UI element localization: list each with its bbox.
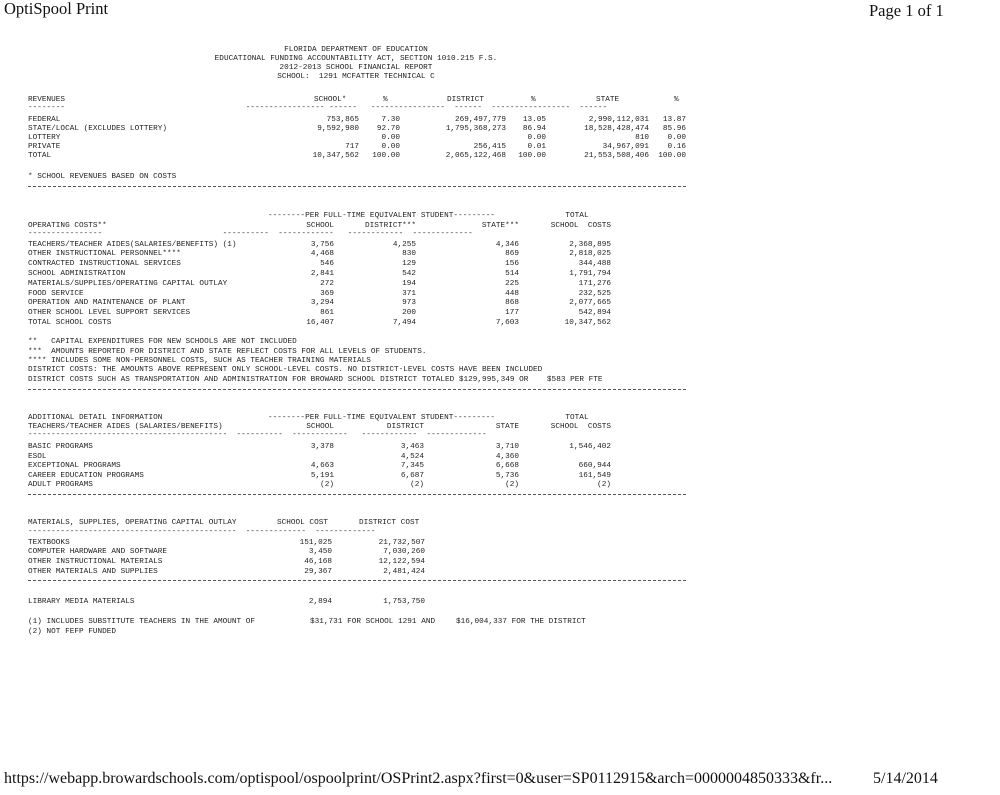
opcost-row-school: 861 — [320, 309, 334, 317]
print-date: 5/14/2014 — [873, 770, 938, 787]
opcost-note: DISTRICT COSTS: THE AMOUNTS ABOVE REPRESENT ONLY SCHOOL-LEVEL COSTS. NO DISTRICT-LEVEL COSTS HAVE BEEN INCLUDED — [28, 366, 543, 374]
detail-row-state: 6,668 — [495, 462, 519, 470]
opcost-row-district: 4,255 — [392, 241, 416, 249]
materials-row-school: 46,168 — [304, 558, 332, 566]
revenue-row-pct-school: 100.00 — [372, 152, 400, 160]
detail-row-total: (2) — [597, 481, 611, 489]
detail-row-school: 4,663 — [310, 462, 334, 470]
opcost-col-district: DISTRICT*** — [365, 222, 416, 230]
opcost-row-district: 973 — [402, 299, 416, 307]
revenue-row-pct-district: 100.00 — [518, 152, 546, 160]
opcost-row-state: 868 — [505, 299, 519, 307]
opcost-row-district: 194 — [402, 280, 416, 288]
opcost-col-school: SCHOOL — [306, 222, 334, 230]
opcost-row-school: 2,841 — [310, 270, 334, 278]
opcost-note: ** CAPITAL EXPENDITURES FOR NEW SCHOOLS ARE NOT INCLUDED — [28, 338, 297, 346]
detail-row-label: CAREER EDUCATION PROGRAMS — [28, 472, 144, 480]
revenue-row-district: 256,415 — [473, 143, 506, 151]
detail-row-state: (2) — [505, 481, 519, 489]
print-app-title: OptiSpool Print — [4, 0, 109, 18]
opcost-row-school: 3,756 — [310, 241, 334, 249]
materials-row-district: 21,732,507 — [378, 539, 425, 547]
revenue-row-label: TOTAL — [28, 152, 52, 160]
materials-row-school: 29,367 — [304, 568, 332, 576]
detail-row-school: (2) — [320, 481, 334, 489]
detail-header-underline: ------------------------------------------- ---------- ------------ ------------ ------------- — [28, 431, 487, 439]
materials-col-district: DISTRICT COST — [359, 519, 420, 527]
materials-row-school: 151,025 — [299, 539, 332, 547]
opcost-row-state: 225 — [505, 280, 519, 288]
opcost-row-label: SCHOOL ADMINISTRATION — [28, 270, 126, 278]
revenue-row-pct-district: 0.01 — [527, 143, 546, 151]
revenue-row-pct-state: 0.16 — [667, 143, 686, 151]
section-divider — [28, 389, 686, 390]
opcost-row-total: 171,276 — [578, 280, 611, 288]
opcost-row-district: 830 — [402, 250, 416, 258]
opcost-row-district: 200 — [402, 309, 416, 317]
detail-row-school: 3,378 — [310, 443, 334, 451]
opcost-row-state: 7,603 — [495, 319, 519, 327]
report-title-line-1: FLORIDA DEPARTMENT OF EDUCATION — [284, 46, 428, 54]
opcost-row-district: 129 — [402, 260, 416, 268]
detail-row-total: 1,546,402 — [569, 443, 611, 451]
opcost-row-total: 2,077,665 — [569, 299, 611, 307]
revenue-row-pct-state: 13.87 — [662, 116, 686, 124]
materials-row-district: 2,481,424 — [383, 568, 425, 576]
opcost-row-state: 4,346 — [495, 241, 519, 249]
revenue-row-pct-school: 0.00 — [381, 143, 400, 151]
opcost-row-school: 546 — [320, 260, 334, 268]
opcost-row-total: 542,894 — [578, 309, 611, 317]
revenue-row-state: 810 — [635, 134, 649, 142]
opcost-col-state: STATE*** — [481, 222, 519, 230]
opcost-row-total: 1,791,794 — [569, 270, 611, 278]
revenue-row-state: 2,990,112,031 — [588, 116, 649, 124]
detail-row-district: 4,524 — [400, 453, 424, 461]
library-school: 2,894 — [308, 598, 332, 606]
revenue-row-pct-state: 100.00 — [658, 152, 686, 160]
revenue-row-pct-state: 0.00 — [667, 134, 686, 142]
opcost-note: DISTRICT COSTS SUCH AS TRANSPORTATION AND ADMINISTRATION FOR BROWARD SCHOOL DISTRICT TOTALED $129,995,349 OR $583 PER FTE — [28, 376, 603, 384]
opcost-row-state: 869 — [505, 250, 519, 258]
revenue-row-state: 21,553,508,406 — [584, 152, 649, 160]
detail-row-state: 5,736 — [495, 472, 519, 480]
revenue-row-pct-school: 7.30 — [381, 116, 400, 124]
revenues-col-pct-school: % — [383, 96, 388, 104]
opcost-row-label: OPERATION AND MAINTENANCE OF PLANT — [28, 299, 186, 307]
revenue-row-pct-district: 13.05 — [522, 116, 546, 124]
detail-row-district: 7,345 — [400, 462, 424, 470]
detail-group-header: --------PER FULL-TIME EQUIVALENT STUDENT--------- — [268, 414, 496, 422]
opcost-row-total: 10,347,562 — [564, 319, 611, 327]
detail-row-state: 3,710 — [495, 443, 519, 451]
report-title-line-3: 2012-2013 SCHOOL FINANCIAL REPORT — [279, 64, 433, 72]
opcost-col-label: OPERATING COSTS** — [28, 222, 107, 230]
revenues-col-district: DISTRICT — [447, 96, 485, 104]
detail-col-total: SCHOOL COSTS — [550, 423, 611, 431]
opcost-row-label: TOTAL SCHOOL COSTS — [28, 319, 112, 327]
opcost-row-label: TEACHERS/TEACHER AIDES(SALARIES/BENEFITS) (1) — [28, 241, 237, 249]
detail-row-total: 660,944 — [578, 462, 611, 470]
opcost-row-district: 542 — [402, 270, 416, 278]
detail-row-district: 6,687 — [400, 472, 424, 480]
opcost-note: **** INCLUDES SOME NON-PERSONNEL COSTS, SUCH AS TEACHER TRAINING MATERIALS — [28, 357, 371, 365]
footnote-1-district: $16,004,337 FOR THE DISTRICT — [456, 618, 586, 626]
materials-col-school: SCHOOL COST — [277, 519, 328, 527]
section-divider — [28, 580, 686, 581]
opcost-row-label: OTHER INSTRUCTIONAL PERSONNEL**** — [28, 250, 181, 258]
page-indicator: Page 1 of 1 — [869, 1, 944, 20]
revenues-col-state: STATE — [596, 96, 620, 104]
opcost-row-school: 272 — [320, 280, 334, 288]
report-title-line-4: SCHOOL: 1291 MCFATTER TECHNICAL C — [277, 73, 435, 81]
materials-row-school: 3,450 — [308, 548, 332, 556]
opcost-row-state: 156 — [505, 260, 519, 268]
materials-row-district: 7,030,260 — [383, 548, 425, 556]
revenue-row-state: 34,967,091 — [602, 143, 649, 151]
revenue-row-pct-state: 85.96 — [662, 125, 686, 133]
revenue-row-school: 9,592,980 — [317, 125, 359, 133]
detail-col-school: SCHOOL — [306, 423, 334, 431]
detail-row-state: 4,360 — [495, 453, 519, 461]
materials-row-label: TEXTBOOKS — [28, 539, 70, 547]
revenue-row-label: LOTTERY — [28, 134, 61, 142]
detail-row-label: BASIC PROGRAMS — [28, 443, 93, 451]
detail-col-label: TEACHERS/TEACHER AIDES (SALARIES/BENEFITS) — [28, 423, 223, 431]
opcost-row-state: 177 — [505, 309, 519, 317]
revenue-row-state: 18,528,428,474 — [584, 125, 649, 133]
report-title-line-2: EDUCATIONAL FUNDING ACCOUNTABILITY ACT, SECTION 1010.215 F.S. — [214, 55, 498, 63]
opcost-row-total: 2,818,025 — [569, 250, 611, 258]
opcost-row-district: 371 — [402, 290, 416, 298]
revenues-footnote: * SCHOOL REVENUES BASED ON COSTS — [28, 173, 177, 181]
revenue-row-school: 753,865 — [326, 116, 359, 124]
opcost-row-school: 4,468 — [310, 250, 334, 258]
detail-row-school: 5,191 — [310, 472, 334, 480]
opcost-row-label: CONTRACTED INSTRUCTIONAL SERVICES — [28, 260, 181, 268]
footnote-1-label: (1) INCLUDES SUBSTITUTE TEACHERS IN THE AMOUNT OF — [28, 618, 256, 626]
revenues-col-school: SCHOOL* — [314, 96, 347, 104]
revenue-row-label: STATE/LOCAL (EXCLUDES LOTTERY) — [28, 125, 167, 133]
revenues-heading: REVENUES — [28, 96, 66, 104]
revenue-row-label: PRIVATE — [28, 143, 61, 151]
footnote-2: (2) NOT FEFP FUNDED — [28, 628, 117, 636]
opcost-header-underline: ---------------- ---------- ------------ ------------ ------------- — [28, 230, 473, 238]
opcost-row-label: OTHER SCHOOL LEVEL SUPPORT SERVICES — [28, 309, 191, 317]
library-district: 1,753,750 — [383, 598, 425, 606]
materials-row-label: OTHER INSTRUCTIONAL MATERIALS — [28, 558, 163, 566]
opcost-row-school: 3,294 — [310, 299, 334, 307]
opcost-row-school: 369 — [320, 290, 334, 298]
opcost-note: *** AMOUNTS REPORTED FOR DISTRICT AND STATE REFLECT COSTS FOR ALL LEVELS OF STUDENTS. — [28, 348, 427, 356]
detail-title: ADDITIONAL DETAIL INFORMATION — [28, 414, 163, 422]
revenue-row-district: 269,497,779 — [455, 116, 506, 124]
revenue-row-pct-school: 92.70 — [376, 125, 400, 133]
detail-col-state: STATE — [495, 423, 519, 431]
revenues-col-pct-district: % — [531, 96, 536, 104]
materials-header-underline: --------------------------------------------- ------------- ------------- — [28, 528, 376, 536]
detail-row-label: ESOL — [28, 453, 47, 461]
revenues-header-underline: -------- ----------------- ------ ---------------- ------ ----------------- ------ — [28, 104, 608, 112]
detail-total-header: TOTAL — [565, 414, 589, 422]
opcost-row-district: 7,494 — [392, 319, 416, 327]
revenue-row-pct-district: 86.94 — [522, 125, 546, 133]
footnote-1-school: $31,731 FOR SCHOOL 1291 AND — [310, 618, 436, 626]
detail-row-label: ADULT PROGRAMS — [28, 481, 93, 489]
materials-col-label: MATERIALS, SUPPLIES, OPERATING CAPITAL OUTLAY — [28, 519, 237, 527]
detail-row-total: 161,549 — [578, 472, 611, 480]
opcost-row-state: 514 — [505, 270, 519, 278]
detail-row-district: (2) — [410, 481, 424, 489]
library-label: LIBRARY MEDIA MATERIALS — [28, 598, 135, 606]
revenues-col-pct-state: % — [674, 96, 679, 104]
revenue-row-district: 1,795,368,273 — [445, 125, 506, 133]
revenue-row-school: 717 — [345, 143, 359, 151]
opcost-total-header: TOTAL — [565, 212, 589, 220]
revenue-row-district: 2,065,122,468 — [445, 152, 506, 160]
revenue-row-label: FEDERAL — [28, 116, 61, 124]
opcost-row-state: 448 — [505, 290, 519, 298]
materials-row-district: 12,122,594 — [378, 558, 425, 566]
print-url: https://webapp.browardschools.com/optispool/ospoolprint/OSPrint2.aspx?first=0&user=SP0112915&arch=0000004850333&fr... — [4, 770, 833, 787]
revenue-row-pct-district: 0.00 — [527, 134, 546, 142]
revenue-row-pct-school: 0.00 — [381, 134, 400, 142]
revenue-row-school: 10,347,562 — [312, 152, 359, 160]
opcost-row-total: 344,488 — [578, 260, 611, 268]
detail-row-district: 3,463 — [400, 443, 424, 451]
opcost-row-label: FOOD SERVICE — [28, 290, 84, 298]
opcost-row-total: 232,525 — [578, 290, 611, 298]
section-divider — [28, 494, 686, 495]
opcost-row-school: 16,407 — [306, 319, 334, 327]
materials-row-label: COMPUTER HARDWARE AND SOFTWARE — [28, 548, 167, 556]
opcost-row-total: 2,368,895 — [569, 241, 611, 249]
detail-row-label: EXCEPTIONAL PROGRAMS — [28, 462, 121, 470]
opcost-col-total: SCHOOL COSTS — [550, 222, 611, 230]
opcost-group-header: --------PER FULL-TIME EQUIVALENT STUDENT--------- — [268, 212, 496, 220]
detail-col-district: DISTRICT — [386, 423, 424, 431]
materials-row-label: OTHER MATERIALS AND SUPPLIES — [28, 568, 158, 576]
section-divider — [28, 186, 686, 187]
opcost-row-label: MATERIALS/SUPPLIES/OPERATING CAPITAL OUTLAY — [28, 280, 228, 288]
